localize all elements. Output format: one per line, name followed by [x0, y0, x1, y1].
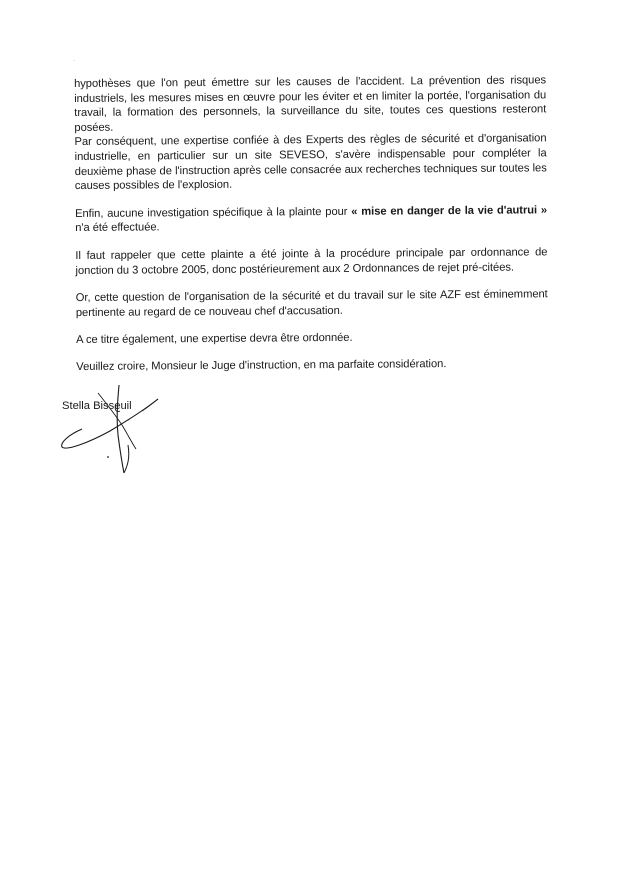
handwritten-signature: [58, 385, 178, 475]
scan-speck: ·: [73, 58, 75, 64]
paragraph-hypotheses: hypothèses que l'on peut émettre sur les causes de l'accident. La prévention des risques industriels, les mesures mises en œuvre pour les éviter et en limiter la portée, l'organisation du travail, la formation des personnels, la surveillance du site, toutes ces questions resteront posées.: [74, 74, 547, 134]
paragraph-investigation-start: Enfin, aucune investigation spécifique à la plainte pour: [75, 205, 352, 220]
signature-block: [58, 385, 178, 475]
paragraph-closing: Veuillez croire, Monsieur le Juge d'instruction, en ma parfaite considération.: [76, 357, 447, 373]
paragraph-expertise-request: Par conséquent, une expertise confiée à des Experts des règles de sécurité et d'organisation industrielle, en particulier sur un site SEVESO, s'avère indispensable pour compléter la deuxième phase de l'instruction après celle consacrée aux recherches techniques sur toutes les causes possibles de l'explosion.: [74, 132, 547, 193]
paragraph-ordered: A ce titre également, une expertise devra être ordonnée.: [76, 332, 353, 347]
paragraph-investigation-end: n'a été effectuée.: [75, 221, 160, 235]
paragraph-investigation: [75, 203, 547, 236]
paragraph-reminder: Il faut rappeler que cette plainte a été jointe à la procédure principale par ordonnance de jonction du 3 octobre 2005, donc postérieurement aux 2 Ordonnances de rejet pré-citées.: [75, 246, 548, 277]
signature-name: Stella Bisseuil: [62, 400, 132, 412]
letter-body: [74, 73, 548, 374]
paragraph-azf: Or, cette question de l'organisation de la sécurité et du travail sur le site AZF est éminemment pertinente au regard de ce nouveau chef d'accusation.: [75, 288, 548, 319]
accusation-emphasis: « mise en danger de la vie d'autrui »: [351, 204, 548, 218]
